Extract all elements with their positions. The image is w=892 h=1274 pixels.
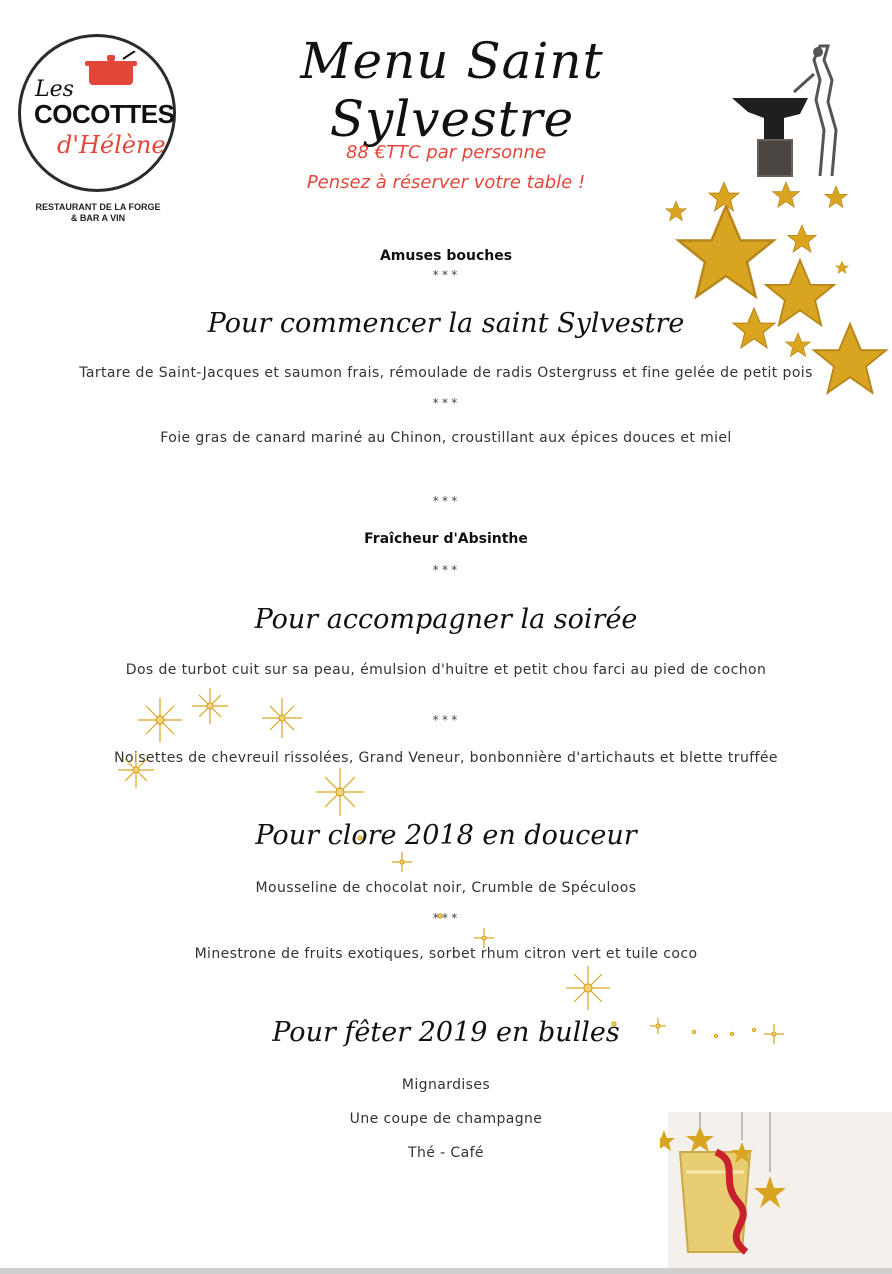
logo-cocottes: COCOTTES <box>34 99 175 129</box>
dish-mousseline: Mousseline de chocolat noir, Crumble de Spéculoos <box>255 880 637 896</box>
logo-les: Les <box>35 77 74 102</box>
separator: *** <box>432 713 460 727</box>
separator: *** <box>432 563 460 577</box>
separator: *** <box>432 396 460 410</box>
section-title-start: Pour commencer la saint Sylvestre <box>207 308 685 339</box>
dish-chevreuil: Noisettes de chevreuil rissolées, Grand Veneur, bonbonnière d'artichauts et blette truffée <box>114 750 778 766</box>
price: 88 €TTC par personne <box>345 142 547 163</box>
logo-tagline-line1: RESTAURANT DE LA FORGE <box>35 202 161 212</box>
reserve-note: Pensez à réserver votre table ! <box>306 172 586 193</box>
interlude-absinthe: Fraîcheur d'Absinthe <box>364 531 528 547</box>
section-title-dessert: Pour clore 2018 en douceur <box>255 820 637 851</box>
cocotte-pot-icon <box>83 51 139 89</box>
item-the-cafe: Thé - Café <box>408 1145 484 1161</box>
champagne-glass-icon <box>660 1112 892 1268</box>
separator: *** <box>432 911 460 925</box>
logo-helene: d'Hélène <box>57 131 166 159</box>
dish-minestrone: Minestrone de fruits exotiques, sorbet rhum citron vert et tuile coco <box>194 946 698 962</box>
separator: *** <box>432 268 460 282</box>
dish-turbot: Dos de turbot cuit sur sa peau, émulsion d'huitre et petit chou farci au pied de cochon <box>125 662 767 678</box>
section-title-evening: Pour accompagner la soirée <box>254 604 638 635</box>
page-bottom-edge <box>0 1268 892 1274</box>
logo-tagline <box>28 202 168 224</box>
section-title-bubbles: Pour fêter 2019 en bulles <box>272 1017 620 1048</box>
amuses-bouches: Amuses bouches <box>379 248 513 264</box>
dish-tartare: Tartare de Saint-Jacques et saumon frais, rémoulade de radis Ostergruss et fine gelée de petit pois <box>79 365 813 381</box>
item-champagne: Une coupe de champagne <box>349 1111 543 1127</box>
restaurant-logo <box>18 34 176 192</box>
item-mignardises: Mignardises <box>401 1077 491 1093</box>
sparkles-decoration <box>110 680 800 1060</box>
separator: *** <box>432 494 460 508</box>
menu-title: Menu Saint Sylvestre <box>300 32 604 148</box>
dish-foie-gras: Foie gras de canard mariné au Chinon, croustillant aux épices douces et miel <box>160 430 732 446</box>
logo-tagline-line2: & BAR A VIN <box>70 213 126 223</box>
